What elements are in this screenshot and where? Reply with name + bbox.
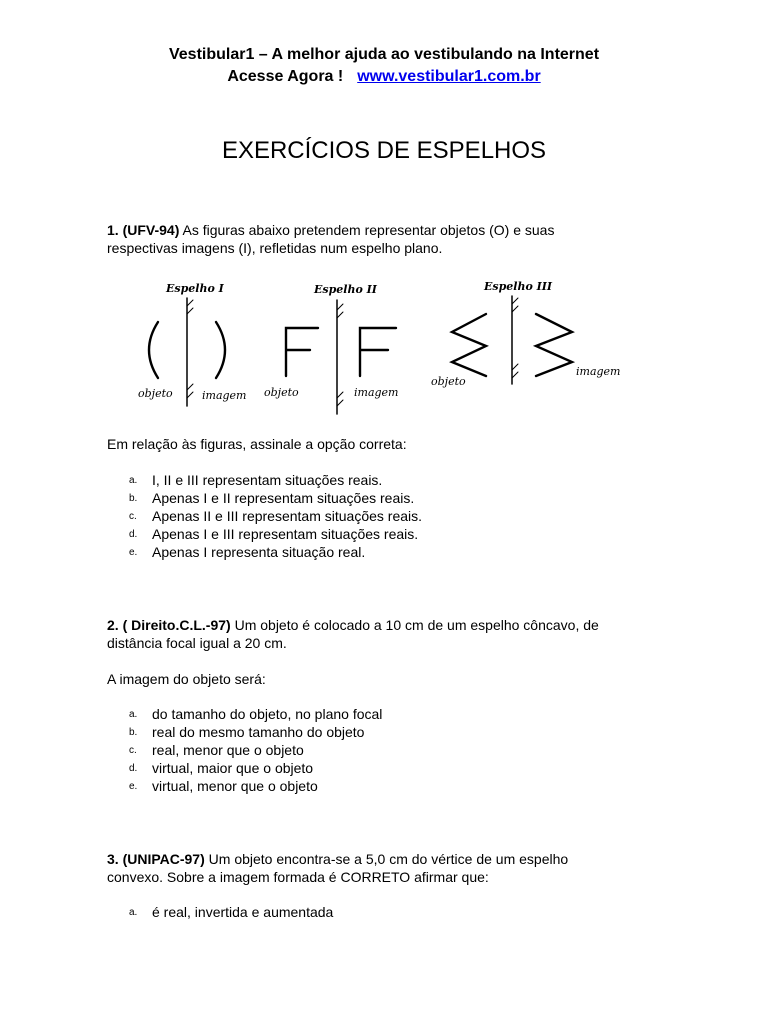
image-2-label: imagem — [354, 386, 399, 399]
question-3-source: 3. (UNIPAC-97) — [107, 851, 205, 867]
image-1-label: imagem — [202, 389, 247, 402]
question-1-options — [107, 471, 422, 561]
header-line-2 — [0, 68, 768, 86]
option-marker: d. — [129, 763, 138, 774]
q3-option-a[interactable] — [107, 903, 333, 921]
option-text: virtual, maior que o objeto — [152, 760, 314, 776]
mirror-2-hatch — [337, 304, 343, 406]
q1-option-c[interactable] — [107, 507, 422, 525]
image-1-shape — [216, 322, 225, 378]
question-1-text — [107, 221, 667, 257]
option-text: Apenas I e III representam situações reais. — [152, 526, 419, 542]
option-marker: c. — [129, 511, 137, 522]
q1-option-a[interactable] — [107, 471, 422, 489]
q2-option-c[interactable] — [107, 741, 382, 759]
question-3-line2: convexo. Sobre a imagem formada é CORRETO afirmar que: — [107, 869, 489, 885]
option-text: do tamanho do objeto, no plano focal — [152, 706, 383, 722]
q2-option-e[interactable] — [107, 777, 382, 795]
mirror-1-label: Espelho I — [166, 282, 224, 295]
option-text: virtual, menor que o objeto — [152, 778, 318, 794]
q1-option-d[interactable] — [107, 525, 422, 543]
question-1-source: 1. (UFV-94) — [107, 222, 180, 238]
mirror-2-label: Espelho II — [314, 283, 377, 296]
question-1-line2: respectivas imagens (I), refletidas num espelho plano. — [107, 240, 443, 256]
question-1-line1: As figuras abaixo pretendem representar objetos (O) e suas — [182, 222, 555, 238]
image-2-shape — [360, 328, 396, 376]
option-text: Apenas II e III representam situações reais. — [152, 508, 423, 524]
question-2-line2: distância focal igual a 20 cm. — [107, 635, 287, 651]
option-marker: c. — [129, 745, 137, 756]
question-2-source: 2. ( Direito.C.L.-97) — [107, 617, 231, 633]
page-title: EXERCÍCIOS DE ESPELHOS — [221, 137, 547, 164]
image-3-label: imagem — [576, 365, 621, 378]
question-2-prompt: A imagem do objeto será: — [107, 671, 266, 687]
mirror-3-label: Espelho III — [484, 280, 553, 293]
site-link[interactable]: www.vestibular1.com.br — [357, 68, 541, 85]
q1-option-e[interactable] — [107, 543, 422, 561]
question-1-prompt: Em relação às figuras, assinale a opção correta: — [107, 436, 407, 452]
question-2-text — [107, 616, 667, 652]
option-marker: a. — [129, 907, 138, 918]
question-2-line1: Um objeto é colocado a 10 cm de um espelho côncavo, de — [234, 617, 599, 633]
mirrors-figure — [118, 276, 628, 422]
question-2-options — [107, 705, 382, 795]
option-text: é real, invertida e aumentada — [152, 904, 334, 920]
header-line-1: Vestibular1 – A melhor ajuda ao vestibulando na Internet — [168, 46, 600, 63]
option-text: Apenas I representa situação real. — [152, 544, 366, 560]
question-3-options — [107, 903, 333, 921]
object-2-label: objeto — [264, 386, 299, 399]
question-3-line1: Um objeto encontra-se a 5,0 cm do vértice de um espelho — [208, 851, 569, 867]
option-marker: a. — [129, 709, 138, 720]
object-1-shape — [149, 322, 158, 378]
option-text: real, menor que o objeto — [152, 742, 304, 758]
mirror-3-hatch — [512, 298, 518, 378]
q1-option-b[interactable] — [107, 489, 422, 507]
q2-option-a[interactable] — [107, 705, 382, 723]
option-text: Apenas I e II representam situações reais. — [152, 490, 415, 506]
option-marker: e. — [129, 781, 138, 792]
question-3-text — [107, 850, 667, 886]
object-3-label: objeto — [431, 375, 466, 388]
object-2-shape — [286, 328, 318, 376]
object-3-shape — [452, 314, 486, 376]
q2-option-b[interactable] — [107, 723, 382, 741]
image-3-shape — [536, 314, 572, 376]
option-text: I, II e III representam situações reais. — [152, 472, 383, 488]
option-marker: d. — [129, 529, 138, 540]
object-1-label: objeto — [138, 387, 173, 400]
header-prefix: Acesse Agora ! — [227, 68, 344, 85]
option-marker: b. — [129, 727, 138, 738]
option-marker: e. — [129, 547, 138, 558]
option-text: real do mesmo tamanho do objeto — [152, 724, 365, 740]
option-marker: a. — [129, 475, 138, 486]
q2-option-d[interactable] — [107, 759, 382, 777]
option-marker: b. — [129, 493, 138, 504]
mirror-1-hatch — [187, 300, 193, 398]
